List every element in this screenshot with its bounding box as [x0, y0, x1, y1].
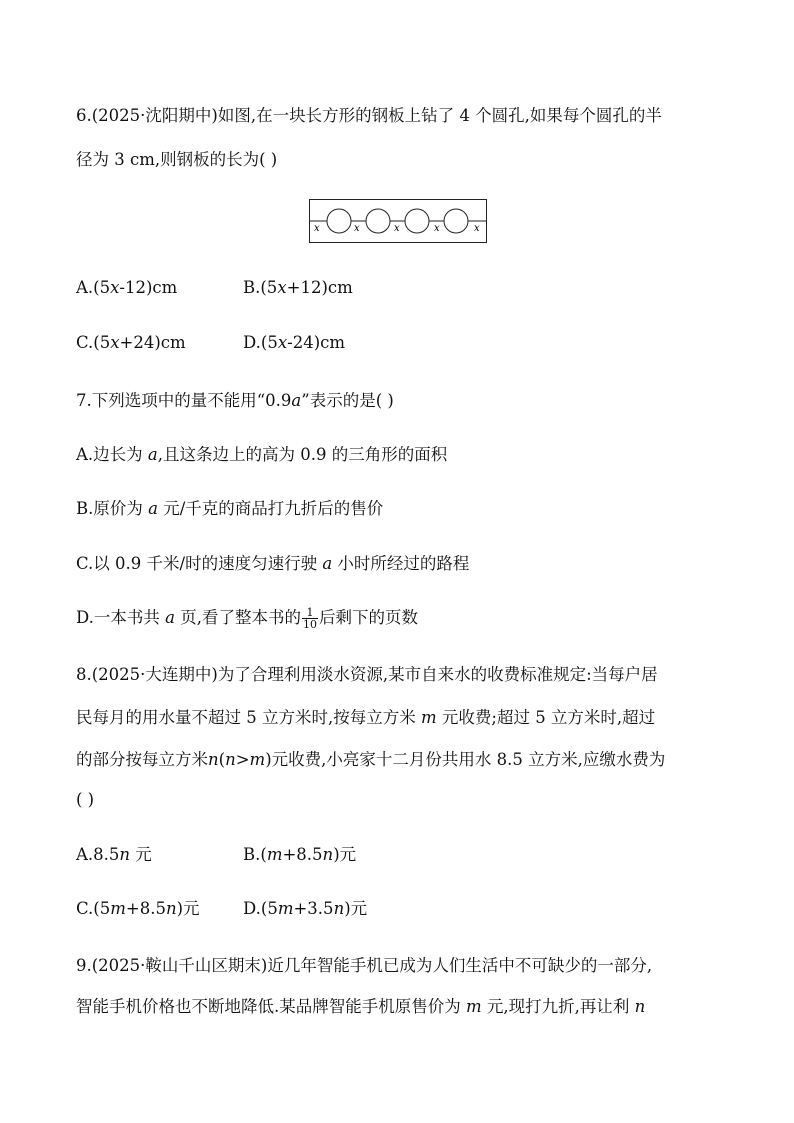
q8-option-d[interactable]: D.(5m+3.5n)元 — [243, 899, 368, 918]
gap-label: x — [314, 223, 320, 234]
q6-option-a[interactable]: A.(5x-12)cm — [76, 278, 178, 297]
q7-option-b[interactable]: B.原价为 a 元/千克的商品打九折后的售价 — [76, 499, 384, 518]
gap-label: x — [354, 223, 360, 234]
q6-option-d[interactable]: D.(5x-24)cm — [243, 333, 346, 352]
q8-stem-line1: 8.(2025·大连期中)为了合理利用淡水资源,某市自来水的收费标准规定:当每户居 — [76, 665, 658, 684]
q7-option-c[interactable]: C.以 0.9 千米/时的速度匀速行驶 a 小时所经过的路程 — [76, 554, 470, 573]
steel-plate-figure — [309, 199, 487, 243]
fraction-one-tenth: $\frac{1}{10}$ — [302, 606, 317, 631]
hole-circle — [366, 209, 390, 233]
q7-option-a[interactable]: A.边长为 a,且这条边上的高为 0.9 的三角形的面积 — [76, 445, 448, 464]
q6-option-c[interactable]: C.(5x+24)cm — [76, 333, 186, 352]
hole-circle — [444, 209, 468, 233]
q7-stem: 7.下列选项中的量不能用“0.9a”表示的是( ) — [76, 391, 394, 410]
q9-stem-line2: 智能手机价格也不断地降低.某品牌智能手机原售价为 m 元,现打九折,再让利 n — [76, 997, 646, 1016]
q6-stem-line2: 径为 3 cm,则钢板的长为( ) — [76, 150, 278, 169]
hole-circle — [405, 209, 429, 233]
q8-option-c[interactable]: C.(5m+8.5n)元 — [76, 899, 200, 918]
q8-stem-line4: ( ) — [76, 790, 95, 809]
q7-option-d[interactable]: D.一本书共 a 页,看了整本书的 $\frac{1}{10}$ 后剩下的页数 — [76, 606, 418, 631]
gap-label: x — [394, 223, 400, 234]
q8-stem-line2: 民每月的用水量不超过 5 立方米时,按每立方米 m 元收费;超过 5 立方米时,超过 — [76, 708, 656, 727]
q6-option-b[interactable]: B.(5x+12)cm — [243, 278, 353, 297]
gap-label: x — [434, 223, 440, 234]
gap-label: x — [474, 223, 480, 234]
q9-stem-line1: 9.(2025·鞍山千山区期末)近几年智能手机已成为人们生活中不可缺少的一部分, — [76, 956, 653, 975]
hole-circle — [327, 209, 351, 233]
q8-option-b[interactable]: B.(m+8.5n)元 — [243, 845, 357, 864]
q8-option-a[interactable]: A.8.5n 元 — [76, 845, 152, 864]
q6-stem-line1: 6.(2025·沈阳期中)如图,在一块长方形的钢板上钻了 4 个圆孔,如果每个圆孔的半 — [76, 106, 662, 125]
q8-stem-line3: 的部分按每立方米n(n>m)元收费,小亮家十二月份共用水 8.5 立方米,应缴水费为 — [76, 750, 666, 769]
